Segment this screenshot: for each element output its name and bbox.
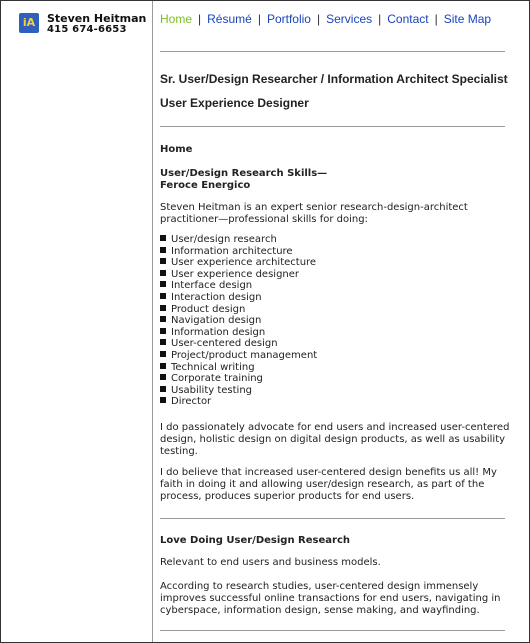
top-nav — [160, 12, 520, 26]
list-item: User experience architecture — [160, 257, 317, 269]
section-heading-line1: User/Design Research Skills— — [160, 168, 328, 179]
nav-separator: | — [198, 12, 202, 26]
nav-link-home[interactable]: Home — [160, 12, 193, 26]
paragraph: I do believe that increased user-centered design benefits us all! My faith in doing it and allowing user/design research, as part of the process, produces superior products for end users. — [160, 467, 497, 502]
list-item: User/design research — [160, 234, 317, 246]
skills-list — [160, 234, 317, 408]
nav-link-portfolio[interactable]: Portfolio — [266, 12, 311, 26]
bullet-icon — [160, 247, 166, 253]
bullet-icon — [160, 374, 166, 380]
bullet-icon — [160, 281, 166, 287]
bullet-icon — [160, 351, 166, 357]
list-item: Product design — [160, 304, 317, 316]
nav-link-services[interactable]: Services — [326, 12, 373, 26]
bullet-icon — [160, 305, 166, 311]
nav-separator: | — [378, 12, 382, 26]
list-item: Usability testing — [160, 385, 317, 397]
intro-paragraph: Steven Heitman is an expert senior research-design-architect practitioner—professional skills for doing: — [160, 202, 468, 225]
list-item: Corporate training — [160, 373, 317, 385]
list-item: Information design — [160, 327, 317, 339]
list-item: Interface design — [160, 280, 317, 292]
bullet-icon — [160, 270, 166, 276]
nav-separator: | — [257, 12, 261, 26]
list-item: Information architecture — [160, 246, 317, 258]
bullet-icon — [160, 235, 166, 241]
list-item: User experience designer — [160, 269, 317, 281]
divider — [160, 518, 505, 519]
section-heading: Love Doing User/Design Research — [160, 535, 350, 546]
profile-name: Steven Heitman — [47, 12, 147, 25]
list-item: Interaction design — [160, 292, 317, 304]
bullet-icon — [160, 386, 166, 392]
nav-link-resume[interactable]: Résumé — [207, 12, 252, 26]
divider — [160, 51, 505, 52]
bullet-icon — [160, 258, 166, 264]
bullet-icon — [160, 293, 166, 299]
bullet-icon — [160, 316, 166, 322]
bullet-icon — [160, 397, 166, 403]
list-item: User-centered design — [160, 338, 317, 350]
divider — [160, 630, 505, 631]
page-label: Home — [160, 144, 193, 155]
paragraph: I do passionately advocate for end users and increased user-centered design, holistic design on digital design products, as well as usability testing. — [160, 422, 510, 457]
page-title: Sr. User/Design Researcher / Information Architect Specialist — [160, 72, 508, 86]
paragraph: Relevant to end users and business models. — [160, 557, 381, 568]
nav-link-contact[interactable]: Contact — [387, 12, 429, 26]
nav-separator: | — [434, 12, 438, 26]
list-item: Technical writing — [160, 362, 317, 374]
nav-link-site-map[interactable]: Site Map — [443, 12, 492, 26]
sidebar — [1, 1, 153, 642]
profile-phone: 415 674-6653 — [47, 24, 127, 35]
list-item: Project/product management — [160, 350, 317, 362]
bullet-icon — [160, 363, 166, 369]
list-item: Director — [160, 396, 317, 408]
list-item: Navigation design — [160, 315, 317, 327]
paragraph: According to research studies, user-centered design immensely improves successful online transactions for end users, navigating in cyberspace, information design, sense making, and wayfinding. — [160, 581, 501, 616]
page-subtitle: User Experience Designer — [160, 96, 309, 110]
divider — [160, 126, 505, 127]
logo-icon[interactable]: iA — [19, 13, 39, 33]
bullet-icon — [160, 328, 166, 334]
section-heading-line2: Feroce Energico — [160, 180, 251, 191]
nav-separator: | — [316, 12, 321, 26]
bullet-icon — [160, 339, 166, 345]
